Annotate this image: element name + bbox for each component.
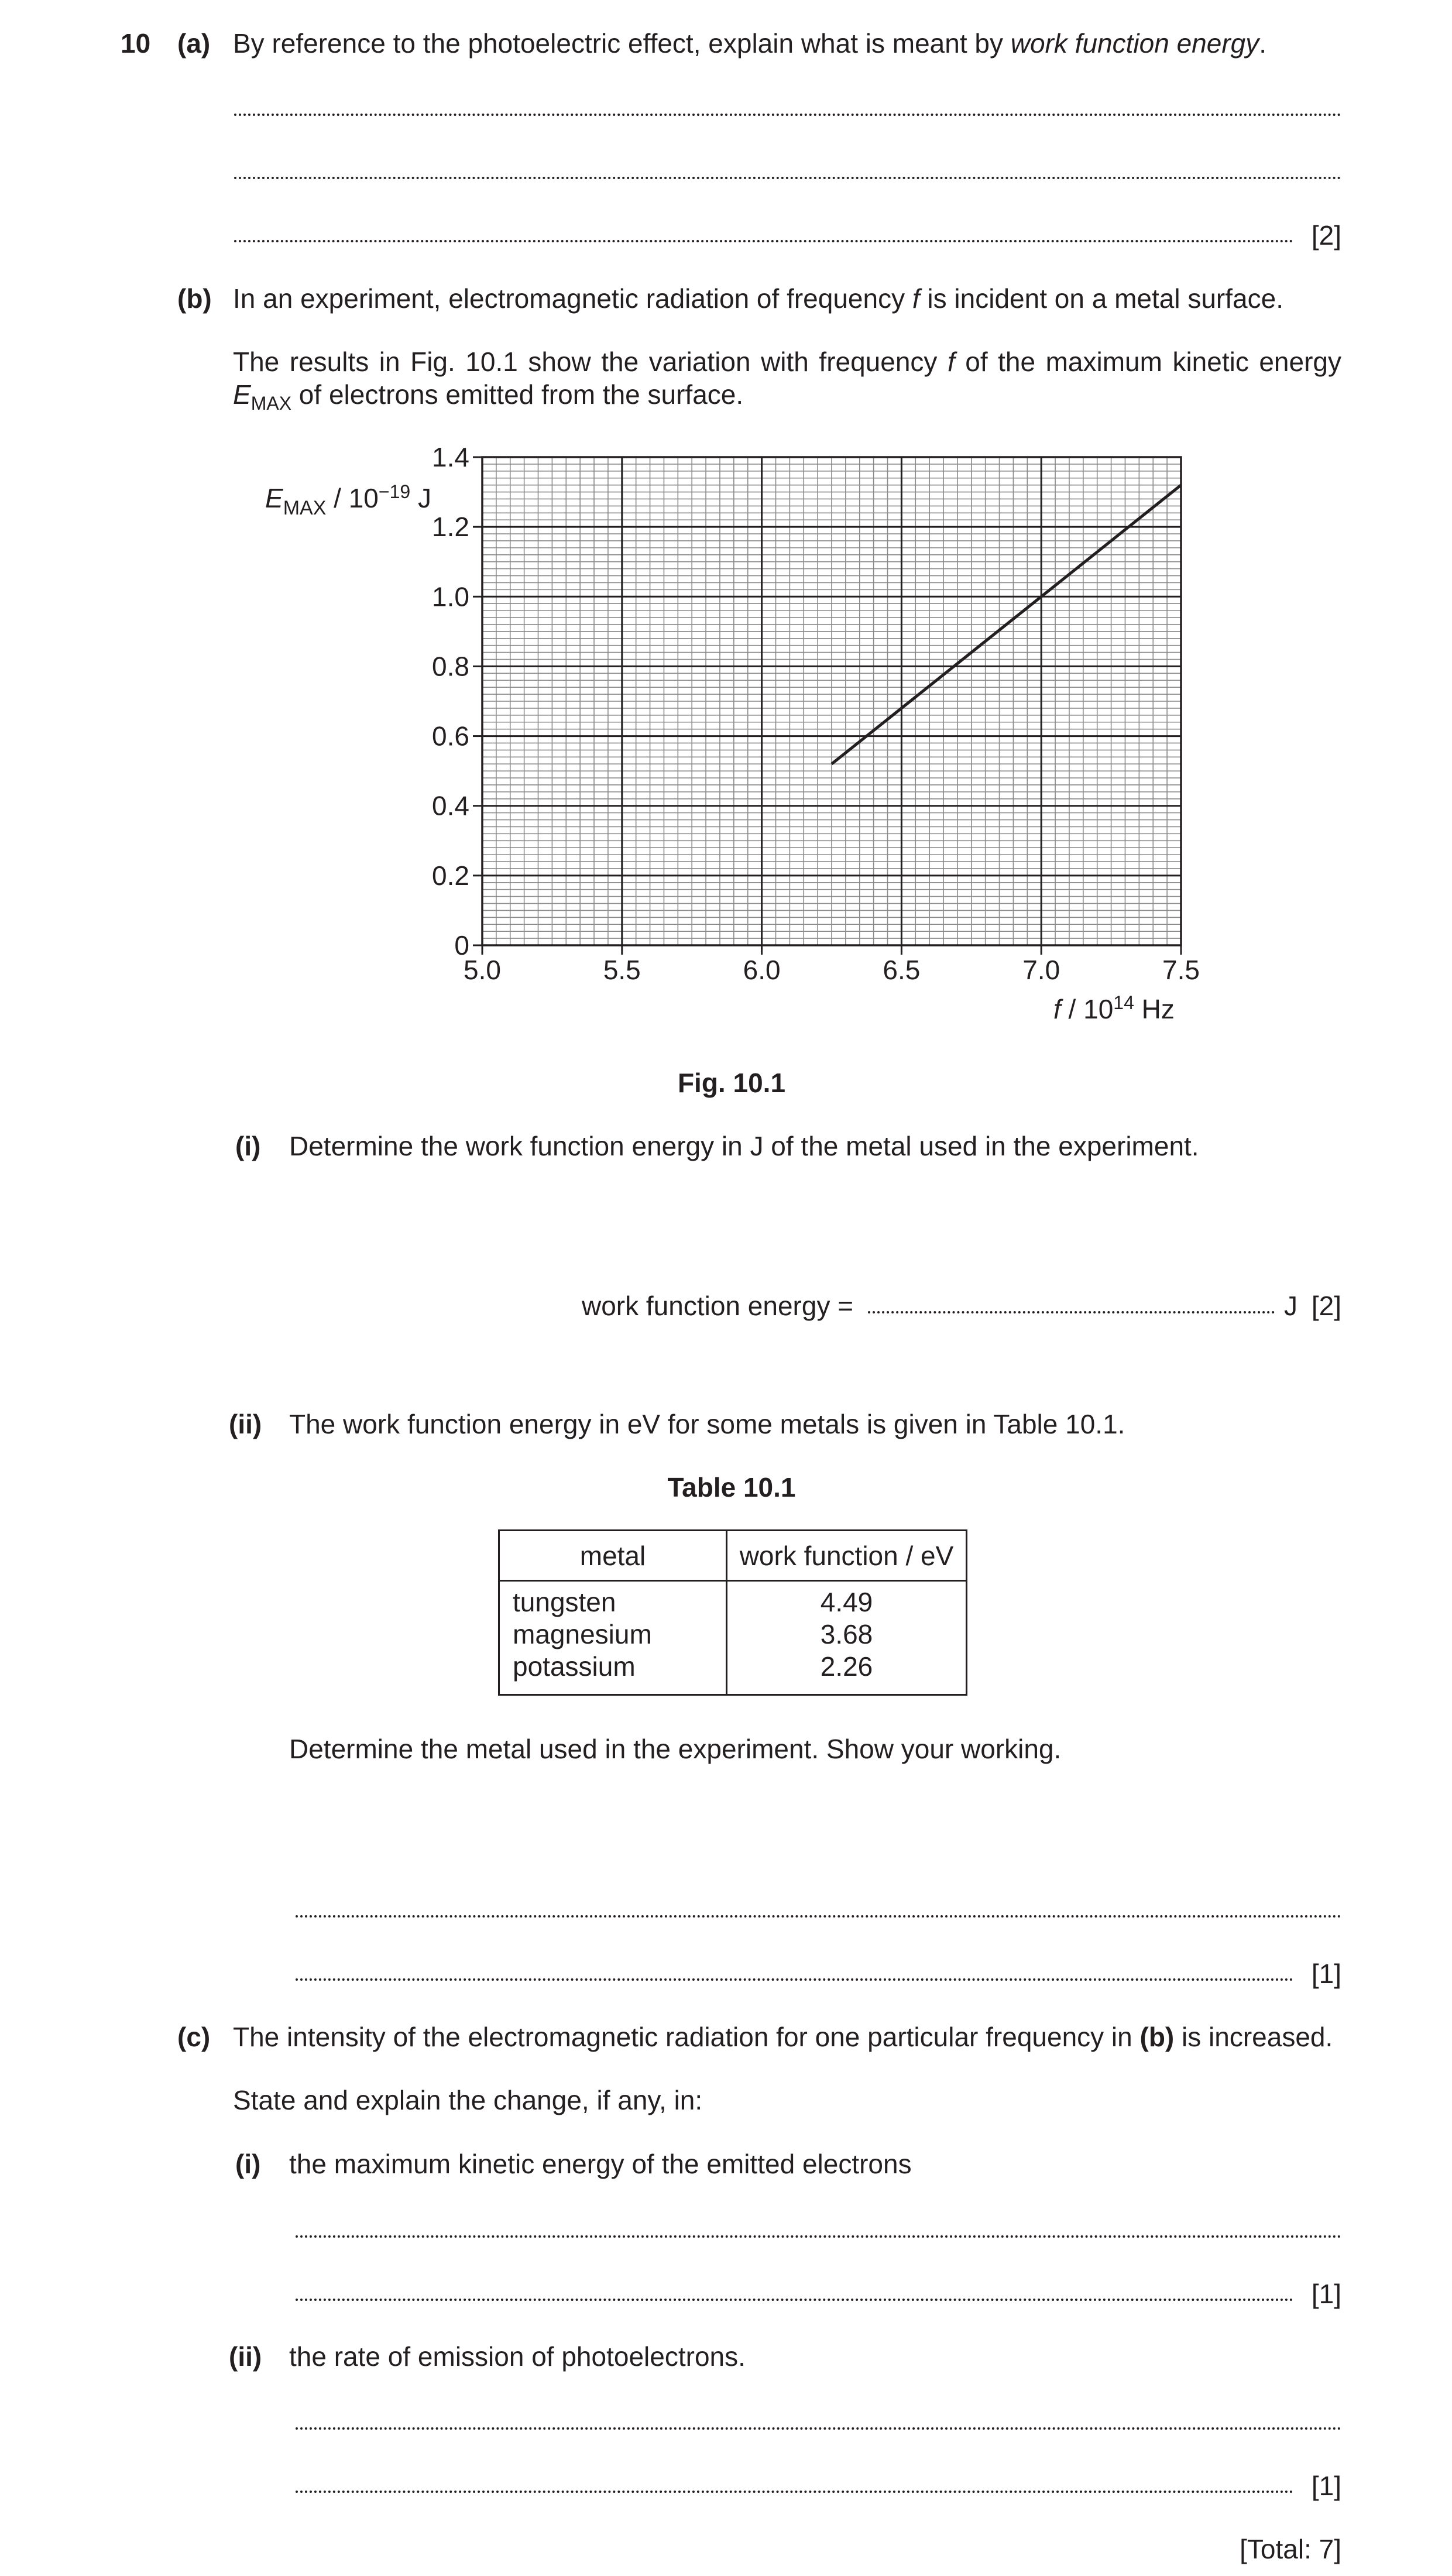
table-cell-value: 2.26 [820, 1651, 873, 1682]
table-cell-value: 4.49 [820, 1587, 873, 1617]
marks-c-ii: [1] [1311, 2471, 1341, 2501]
marks-b-ii: [1] [1311, 1958, 1341, 1989]
marks-a: [2] [1311, 220, 1341, 251]
part-b-text-2: The results in Fig. 10.1 show the variation with frequency f of the maximum kinetic energy [233, 347, 1341, 377]
part-c-label: (c) [177, 2022, 211, 2052]
y-tick-label: 0.6 [432, 721, 469, 752]
part-c-i-text: the maximum kinetic energy of the emitted electrons [289, 2149, 912, 2179]
y-tick-marks [473, 457, 482, 945]
table-cell-metal: potassium [513, 1651, 636, 1682]
y-axis-label: $E_{MAX} / 10^{-19}$ J [265, 481, 431, 519]
answer-line[interactable] [296, 1915, 1341, 1918]
part-c-ii-label: (ii) [229, 2341, 262, 2372]
table-value-column [727, 1581, 967, 1695]
x-tick-label: 5.0 [464, 955, 501, 985]
figure-caption: Fig. 10.1 [677, 1068, 786, 1098]
x-tick-marks [482, 945, 1181, 955]
total-marks: [Total: 7] [1240, 2534, 1341, 2564]
minor-grid [482, 457, 1181, 945]
answer-line[interactable] [296, 2427, 1341, 2430]
table-header-metal: metal [499, 1531, 727, 1581]
table-cell-metal: magnesium [513, 1619, 652, 1649]
y-tick-label: 0.8 [432, 651, 469, 682]
y-tick-label: 0.2 [432, 860, 469, 891]
x-tick-label: 6.5 [883, 955, 921, 985]
table-header-work-function: work function / eV [727, 1531, 967, 1581]
part-b-ii-prompt: Determine the metal used in the experiment. Show your working. [289, 1734, 1062, 1764]
part-c-i-label: (i) [235, 2149, 261, 2179]
y-tick-label: 1.2 [432, 512, 469, 543]
part-b-ii-label: (ii) [229, 1409, 262, 1439]
y-tick-label: 1.0 [432, 581, 469, 612]
work-function-table [498, 1529, 967, 1696]
table-cell-value: 3.68 [820, 1619, 873, 1649]
y-tick-label: 0 [454, 930, 469, 961]
part-c-ii-text: the rate of emission of photoelectrons. [289, 2341, 746, 2372]
work-function-answer-line[interactable] [868, 1311, 1275, 1313]
part-b-ii-text: The work function energy in eV for some metals is given in Table 10.1. [289, 1409, 1125, 1439]
part-b-i-text: Determine the work function energy in J of the metal used in the experiment. [289, 1131, 1199, 1161]
table-caption: Table 10.1 [667, 1472, 796, 1503]
fig-10-1-graph [0, 0, 1452, 1054]
answer-line[interactable] [296, 2299, 1293, 2301]
question-number: 10 [121, 28, 151, 59]
work-function-unit: J [1284, 1291, 1297, 1321]
x-axis-label: f / $10^{14}$ Hz [1053, 992, 1175, 1024]
part-c-text-2: State and explain the change, if any, in: [233, 2085, 703, 2115]
x-tick-label: 7.5 [1162, 955, 1200, 985]
y-tick-label: 1.4 [432, 442, 469, 472]
table-metal-column [499, 1581, 727, 1695]
answer-line[interactable] [296, 1978, 1293, 1981]
part-b-label: (b) [177, 283, 212, 314]
marks-b-i: [2] [1311, 1291, 1341, 1321]
part-b-text-3: $E_{MAX}$ of electrons emitted from the surface. [233, 379, 744, 414]
x-tick-label: 5.5 [603, 955, 641, 985]
part-c-text: The intensity of the electromagnetic radiation for one particular frequency in (b) is increased. [233, 2022, 1333, 2052]
y-tick-label: 0.4 [432, 790, 469, 821]
part-a-label: (a) [177, 28, 211, 59]
table-cell-metal: tungsten [513, 1587, 616, 1617]
x-tick-label: 6.0 [743, 955, 781, 985]
part-b-text-1: In an experiment, electromagnetic radiation of frequency f is incident on a metal surface. [233, 283, 1283, 314]
part-b-i-label: (i) [235, 1131, 261, 1161]
work-function-answer-label: work function energy = [582, 1291, 854, 1321]
marks-c-i: [1] [1311, 2279, 1341, 2309]
answer-line[interactable] [296, 2235, 1341, 2238]
answer-line[interactable] [296, 2491, 1293, 2493]
x-tick-label: 7.0 [1022, 955, 1060, 985]
part-a-text: By reference to the photoelectric effect, explain what is meant by work function energy. [233, 28, 1267, 59]
